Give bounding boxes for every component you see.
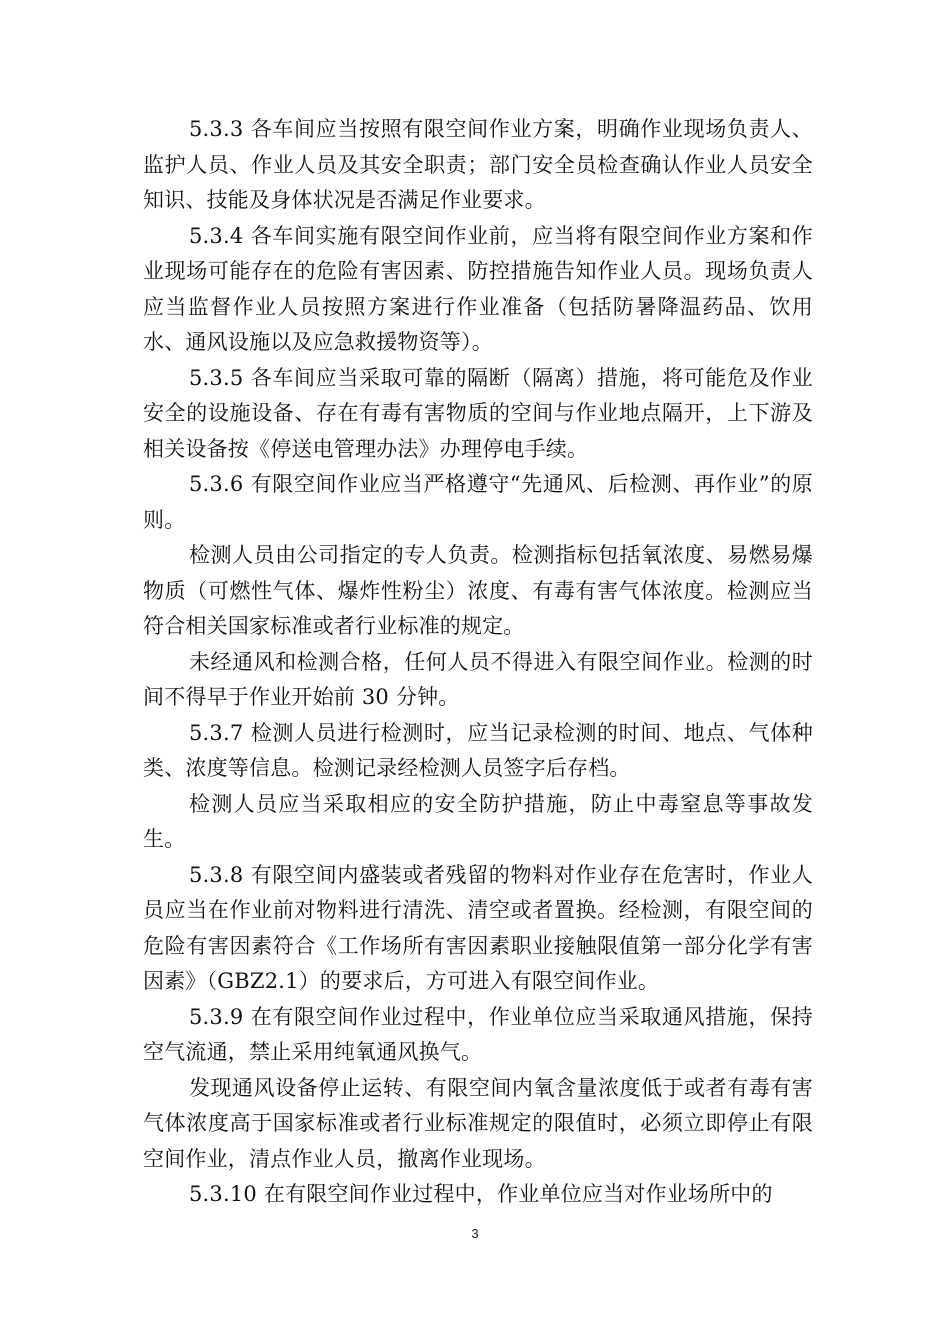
paragraph-protection-measures: 检测人员应当采取相应的安全防护措施，防止中毒窒息等事故发生。 xyxy=(143,791,813,851)
paragraph-ventilation-requirement: 未经通风和检测合格，任何人员不得进入有限空间作业。检测的时间不得早于作业开始前 30 分钟。 xyxy=(143,649,813,709)
paragraph-5-3-7: 5.3.7 检测人员进行检测时，应当记录检测的时间、地点、气体种类、浓度等信息。检测记录经检测人员签字后存档。 xyxy=(143,720,813,780)
page-number: 3 xyxy=(471,1226,479,1241)
paragraph-5-3-3: 5.3.3 各车间应当按照有限空间作业方案，明确作业现场负责人、监护人员、作业人员及其安全职责；部门安全员检查确认作业人员安全知识、技能及身体状况是否满足作业要求。 xyxy=(143,117,813,212)
paragraph-5-3-6: 5.3.6 有限空间作业应当严格遵守“先通风、后检测、再作业”的原则。 xyxy=(143,472,813,532)
paragraph-5-3-8: 5.3.8 有限空间内盛装或者残留的物料对作业存在危害时，作业人员应当在作业前对物料进行清洗、清空或者置换。经检测，有限空间的危险有害因素符合《工作场所有害因素职业接触限值第一部分化学有害因素》（GBZ2.1）的要求后，方可进入有限空间作业。 xyxy=(143,862,813,993)
paragraph-5-3-5: 5.3.5 各车间应当采取可靠的隔断（隔离）措施，将可能危及作业安全的设施设备、存在有毒有害物质的空间与作业地点隔开，上下游及相关设备按《停送电管理办法》办理停电手续。 xyxy=(143,365,813,461)
document-body xyxy=(143,112,813,1213)
paragraph-5-3-9: 5.3.9 在有限空间作业过程中，作业单位应当采取通风措施，保持空气流通，禁止采用纯氧通风换气。 xyxy=(143,1004,813,1064)
paragraph-5-3-10: 5.3.10 在有限空间作业过程中，作业单位应当对作业场所中的 xyxy=(189,1182,773,1206)
paragraph-stop-work: 发现通风设备停止运转、有限空间内氧含量浓度低于或者有毒有害气体浓度高于国家标准或者行业标准规定的限值时，必须立即停止有限空间作业，清点作业人员，撤离作业现场。 xyxy=(143,1075,813,1171)
paragraph-5-3-4: 5.3.4 各车间实施有限空间作业前，应当将有限空间作业方案和作业现场可能存在的危险有害因素、防控措施告知作业人员。现场负责人应当监督作业人员按照方案进行作业准备（包括防暑降温药品、饮用水、通风设施以及应急救援物资等）。 xyxy=(143,223,813,354)
paragraph-detection-personnel: 检测人员由公司指定的专人负责。检测指标包括氧浓度、易燃易爆物质（可燃性气体、爆炸性粉尘）浓度、有毒有害气体浓度。检测应当符合相关国家标准或者行业标准的规定。 xyxy=(143,543,813,638)
